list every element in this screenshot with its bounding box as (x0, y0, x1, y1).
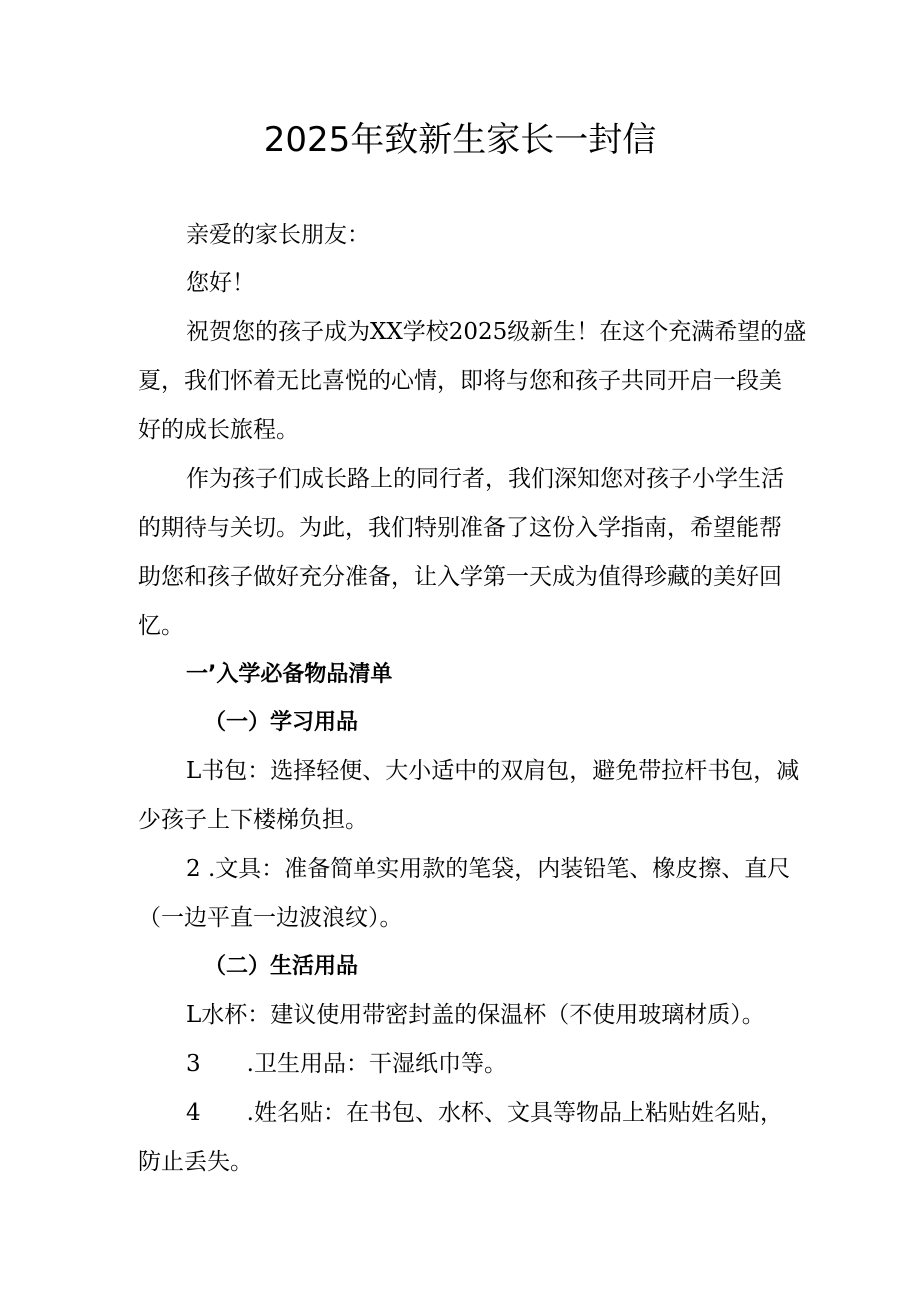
item-name-sticker-number: 4 (186, 1100, 201, 1126)
subsection2-heading: （二）生活用品 (204, 954, 359, 979)
item-name-sticker-line2: 防止丢失。 (138, 1149, 253, 1175)
paragraph1-line2: 夏，我们怀着无比喜悦的心情，即将与您和孩子共同开启一段美 (138, 368, 782, 394)
document-title: 2025年致新生家长一封信 (263, 120, 657, 160)
paragraph2-line4: 忆。 (138, 613, 184, 639)
section1-heading: 一’入学必备物品清单 (186, 662, 393, 687)
paragraph2-line3: 助您和孩子做好充分准备，让入学第一天成为值得珍藏的美好回 (138, 564, 782, 590)
paragraph2-line1: 作为孩子们成长路上的同行者，我们深知您对孩子小学生活 (186, 466, 784, 492)
item-stationery-line1: 2 .文具：准备简单实用款的笔袋，内装铅笔、橡皮擦、直尺 (186, 856, 791, 882)
item-hygiene-text: .卫生用品：干湿纸巾等。 (246, 1051, 507, 1077)
paragraph1-line3: 好的成长旅程。 (138, 417, 299, 443)
item-stationery-line2: （一边平直一边波浪纹）。 (138, 905, 403, 931)
item-name-sticker-line1 (186, 1097, 783, 1129)
item-cup: L水杯：建议使用带密封盖的保温杯（不使用玻璃材质）。 (186, 1002, 765, 1028)
paragraph2-line2: 的期待与关切。为此，我们特别准备了这份入学指南，希望能帮 (138, 515, 782, 541)
subsection1-heading: （一）学习用品 (204, 710, 359, 735)
item-name-sticker-text: .姓名贴：在书包、水杯、文具等物品上粘贴姓名贴， (246, 1100, 783, 1126)
item-hygiene (186, 1048, 507, 1080)
greeting: 亲爱的家长朋友： (186, 222, 370, 248)
item-bag-line2: 少孩子上下楼梯负担。 (138, 807, 368, 833)
paragraph1-line1: 祝贺您的孩子成为XX学校2025级新生！在这个充满希望的盛 (186, 319, 807, 345)
item-bag-line1: L书包：选择轻便、大小适中的双肩包，避免带拉杆书包，减 (186, 758, 800, 784)
hello-line: 您好！ (186, 270, 255, 296)
item-hygiene-number: 3 (186, 1051, 201, 1077)
